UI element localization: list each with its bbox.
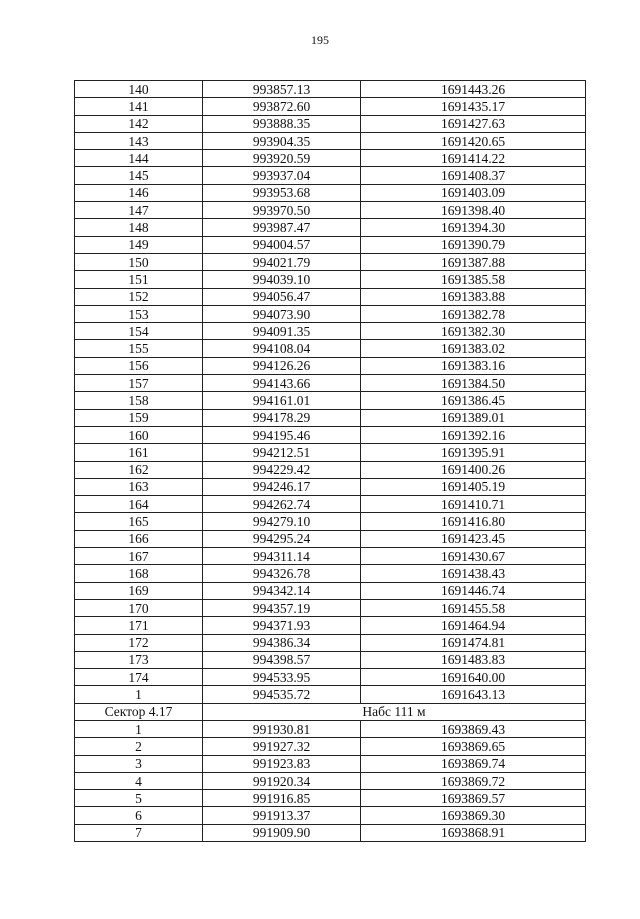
- table-row: [75, 184, 586, 201]
- x-coordinate: 993904.35: [203, 132, 361, 149]
- y-coordinate: 1691394.30: [361, 219, 586, 236]
- x-coordinate: 993888.35: [203, 115, 361, 132]
- point-number: 155: [75, 340, 203, 357]
- table-row: [75, 115, 586, 132]
- table-row: [75, 132, 586, 149]
- table-row: [75, 323, 586, 340]
- point-number: 149: [75, 236, 203, 253]
- x-coordinate: 994357.19: [203, 599, 361, 616]
- y-coordinate: 1691420.65: [361, 132, 586, 149]
- point-number: 143: [75, 132, 203, 149]
- y-coordinate: 1691385.58: [361, 271, 586, 288]
- point-number: 161: [75, 444, 203, 461]
- point-number: 157: [75, 375, 203, 392]
- x-coordinate: 994004.57: [203, 236, 361, 253]
- x-coordinate: 993987.47: [203, 219, 361, 236]
- x-coordinate: 994342.14: [203, 582, 361, 599]
- x-coordinate: 994279.10: [203, 513, 361, 530]
- point-number: 141: [75, 98, 203, 115]
- y-coordinate: 1693869.30: [361, 807, 586, 824]
- point-number: 144: [75, 150, 203, 167]
- x-coordinate: 994246.17: [203, 478, 361, 495]
- table-row: [75, 738, 586, 755]
- x-coordinate: 991927.32: [203, 738, 361, 755]
- point-number: 140: [75, 81, 203, 98]
- y-coordinate: 1691640.00: [361, 669, 586, 686]
- x-coordinate: 991909.90: [203, 824, 361, 841]
- x-coordinate: 994311.14: [203, 548, 361, 565]
- point-number: 2: [75, 738, 203, 755]
- point-number: 154: [75, 323, 203, 340]
- y-coordinate: 1693869.43: [361, 720, 586, 737]
- y-coordinate: 1691464.94: [361, 617, 586, 634]
- x-coordinate: 994295.24: [203, 530, 361, 547]
- table-row: [75, 409, 586, 426]
- x-coordinate: 991913.37: [203, 807, 361, 824]
- point-number: 147: [75, 202, 203, 219]
- y-coordinate: 1691386.45: [361, 392, 586, 409]
- table-row: [75, 772, 586, 789]
- x-coordinate: 994178.29: [203, 409, 361, 426]
- x-coordinate: 994212.51: [203, 444, 361, 461]
- x-coordinate: 994262.74: [203, 496, 361, 513]
- x-coordinate: 994021.79: [203, 253, 361, 270]
- y-coordinate: 1691383.88: [361, 288, 586, 305]
- point-number: 170: [75, 599, 203, 616]
- table-row: [75, 253, 586, 270]
- x-coordinate: 993857.13: [203, 81, 361, 98]
- table-row: [75, 340, 586, 357]
- point-number: 158: [75, 392, 203, 409]
- y-coordinate: 1691435.17: [361, 98, 586, 115]
- table-row: [75, 755, 586, 772]
- x-coordinate: 994371.93: [203, 617, 361, 634]
- y-coordinate: 1691455.58: [361, 599, 586, 616]
- point-number: 162: [75, 461, 203, 478]
- table-row: [75, 202, 586, 219]
- table-row: [75, 219, 586, 236]
- table-row: [75, 651, 586, 668]
- point-number: 159: [75, 409, 203, 426]
- point-number: 153: [75, 305, 203, 322]
- point-number: 3: [75, 755, 203, 772]
- y-coordinate: 1691410.71: [361, 496, 586, 513]
- coordinates-table: [74, 80, 586, 842]
- y-coordinate: 1691382.30: [361, 323, 586, 340]
- x-coordinate: 994073.90: [203, 305, 361, 322]
- point-rows-upper: [75, 81, 586, 704]
- x-coordinate: 993970.50: [203, 202, 361, 219]
- y-coordinate: 1691392.16: [361, 426, 586, 443]
- y-coordinate: 1691483.83: [361, 651, 586, 668]
- x-coordinate: 994229.42: [203, 461, 361, 478]
- x-coordinate: 994535.72: [203, 686, 361, 703]
- table-row: [75, 461, 586, 478]
- table-row: [75, 790, 586, 807]
- table-row: [75, 98, 586, 115]
- table-row: [75, 513, 586, 530]
- table-row: [75, 634, 586, 651]
- table-row: [75, 167, 586, 184]
- point-number: 1: [75, 686, 203, 703]
- y-coordinate: 1691643.13: [361, 686, 586, 703]
- section-header-row: [75, 703, 586, 720]
- point-number: 173: [75, 651, 203, 668]
- x-coordinate: 993953.68: [203, 184, 361, 201]
- page-number: 195: [311, 33, 329, 47]
- y-coordinate: 1691423.45: [361, 530, 586, 547]
- y-coordinate: 1691403.09: [361, 184, 586, 201]
- x-coordinate: 994386.34: [203, 634, 361, 651]
- point-number: 148: [75, 219, 203, 236]
- table-row: [75, 288, 586, 305]
- table-row: [75, 305, 586, 322]
- table-row: [75, 81, 586, 98]
- y-coordinate: 1691408.37: [361, 167, 586, 184]
- y-coordinate: 1691416.80: [361, 513, 586, 530]
- table-row: [75, 599, 586, 616]
- x-coordinate: 994398.57: [203, 651, 361, 668]
- table-row: [75, 478, 586, 495]
- section-title: Сектор 4.17: [75, 703, 203, 720]
- x-coordinate: 994039.10: [203, 271, 361, 288]
- y-coordinate: 1691398.40: [361, 202, 586, 219]
- table-row: [75, 150, 586, 167]
- point-number: 168: [75, 565, 203, 582]
- x-coordinate: 994161.01: [203, 392, 361, 409]
- y-coordinate: 1691443.26: [361, 81, 586, 98]
- point-number: 163: [75, 478, 203, 495]
- x-coordinate: 991923.83: [203, 755, 361, 772]
- x-coordinate: 993937.04: [203, 167, 361, 184]
- y-coordinate: 1691400.26: [361, 461, 586, 478]
- point-number: 171: [75, 617, 203, 634]
- x-coordinate: 993920.59: [203, 150, 361, 167]
- y-coordinate: 1691390.79: [361, 236, 586, 253]
- y-coordinate: 1693869.74: [361, 755, 586, 772]
- x-coordinate: 994195.46: [203, 426, 361, 443]
- point-number: 164: [75, 496, 203, 513]
- section-height: Набс 111 м: [203, 703, 586, 720]
- y-coordinate: 1693868.91: [361, 824, 586, 841]
- section-header-group: [75, 703, 586, 720]
- x-coordinate: 993872.60: [203, 98, 361, 115]
- y-coordinate: 1691383.16: [361, 357, 586, 374]
- point-rows-lower: [75, 720, 586, 841]
- y-coordinate: 1691383.02: [361, 340, 586, 357]
- y-coordinate: 1691405.19: [361, 478, 586, 495]
- point-number: 145: [75, 167, 203, 184]
- point-number: 142: [75, 115, 203, 132]
- point-number: 146: [75, 184, 203, 201]
- point-number: 150: [75, 253, 203, 270]
- table-row: [75, 720, 586, 737]
- y-coordinate: 1693869.57: [361, 790, 586, 807]
- x-coordinate: 991920.34: [203, 772, 361, 789]
- table-row: [75, 548, 586, 565]
- y-coordinate: 1691389.01: [361, 409, 586, 426]
- table-row: [75, 824, 586, 841]
- point-number: 169: [75, 582, 203, 599]
- x-coordinate: 994326.78: [203, 565, 361, 582]
- point-number: 1: [75, 720, 203, 737]
- x-coordinate: 994533.95: [203, 669, 361, 686]
- y-coordinate: 1693869.65: [361, 738, 586, 755]
- point-number: 172: [75, 634, 203, 651]
- point-number: 4: [75, 772, 203, 789]
- x-coordinate: 991916.85: [203, 790, 361, 807]
- y-coordinate: 1691382.78: [361, 305, 586, 322]
- point-number: 160: [75, 426, 203, 443]
- y-coordinate: 1691446.74: [361, 582, 586, 599]
- point-number: 6: [75, 807, 203, 824]
- table-row: [75, 807, 586, 824]
- y-coordinate: 1691474.81: [361, 634, 586, 651]
- x-coordinate: 994091.35: [203, 323, 361, 340]
- point-number: 165: [75, 513, 203, 530]
- table-row: [75, 530, 586, 547]
- table-row: [75, 236, 586, 253]
- point-number: 167: [75, 548, 203, 565]
- x-coordinate: 994126.26: [203, 357, 361, 374]
- point-number: 174: [75, 669, 203, 686]
- y-coordinate: 1691427.63: [361, 115, 586, 132]
- x-coordinate: 994143.66: [203, 375, 361, 392]
- point-number: 166: [75, 530, 203, 547]
- point-number: 5: [75, 790, 203, 807]
- y-coordinate: 1691438.43: [361, 565, 586, 582]
- table-row: [75, 669, 586, 686]
- table-row: [75, 375, 586, 392]
- table-row: [75, 392, 586, 409]
- y-coordinate: 1691387.88: [361, 253, 586, 270]
- table-row: [75, 582, 586, 599]
- point-number: 151: [75, 271, 203, 288]
- x-coordinate: 991930.81: [203, 720, 361, 737]
- table-row: [75, 686, 586, 703]
- y-coordinate: 1693869.72: [361, 772, 586, 789]
- x-coordinate: 994108.04: [203, 340, 361, 357]
- table-row: [75, 357, 586, 374]
- table-row: [75, 565, 586, 582]
- x-coordinate: 994056.47: [203, 288, 361, 305]
- point-number: 156: [75, 357, 203, 374]
- point-number: 7: [75, 824, 203, 841]
- table-row: [75, 444, 586, 461]
- point-number: 152: [75, 288, 203, 305]
- y-coordinate: 1691395.91: [361, 444, 586, 461]
- table-row: [75, 271, 586, 288]
- y-coordinate: 1691384.50: [361, 375, 586, 392]
- table-row: [75, 426, 586, 443]
- table-row: [75, 496, 586, 513]
- table-row: [75, 617, 586, 634]
- y-coordinate: 1691414.22: [361, 150, 586, 167]
- y-coordinate: 1691430.67: [361, 548, 586, 565]
